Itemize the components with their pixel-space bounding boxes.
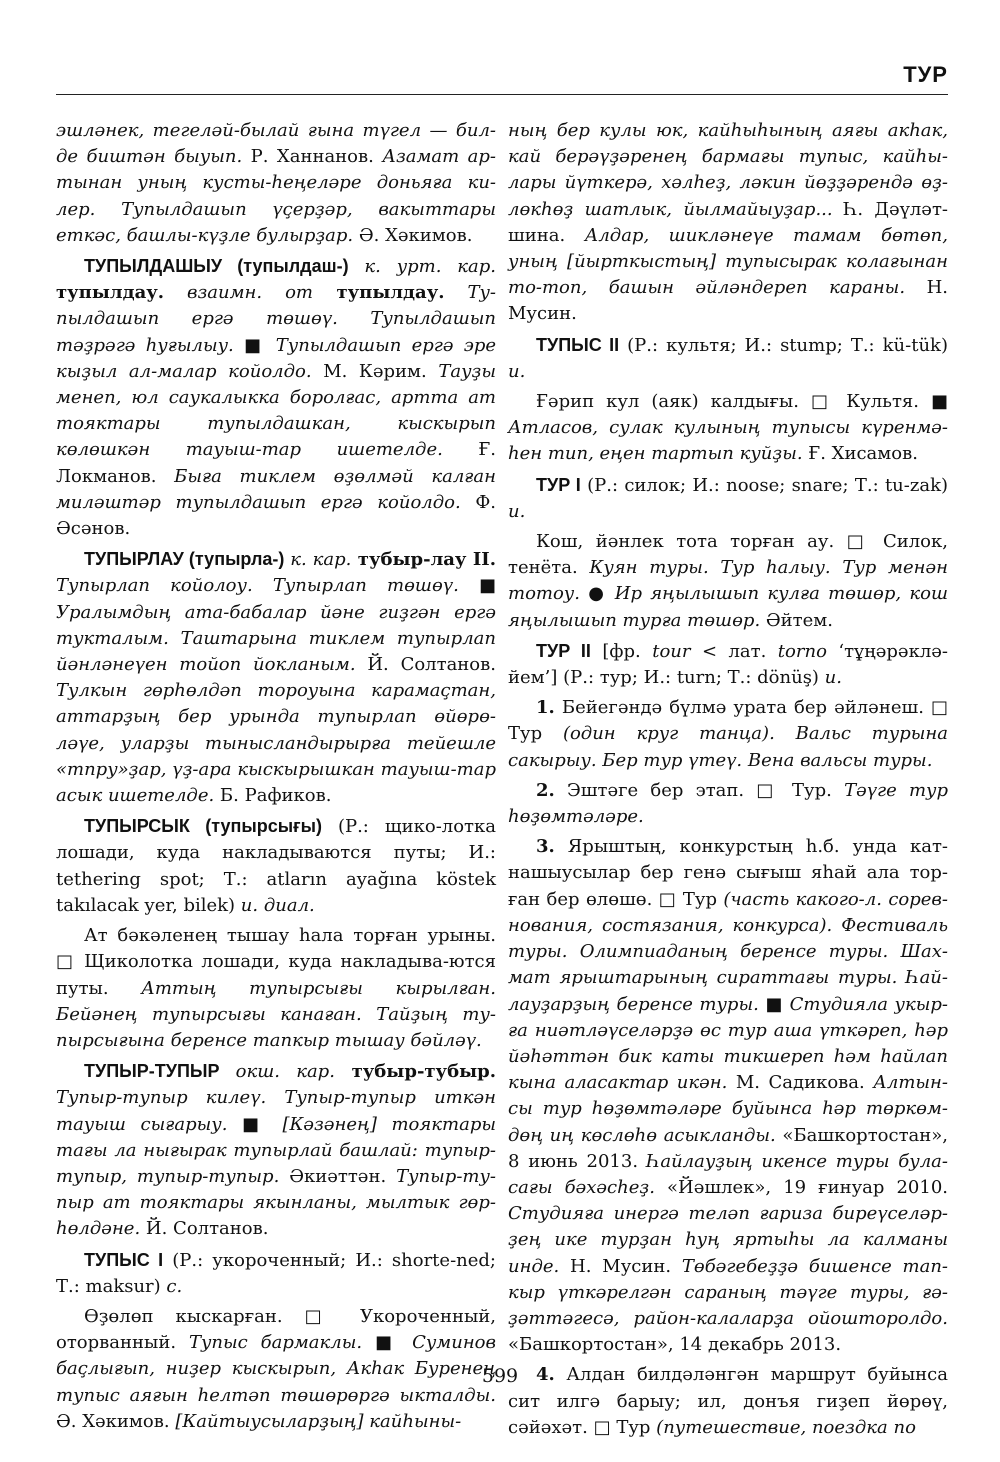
cross-reference: тубыр-тубыр. — [334, 1061, 496, 1083]
entry-continuation — [56, 118, 496, 249]
dictionary-entry — [56, 253, 496, 542]
entry-continuation — [508, 118, 948, 328]
dictionary-entry — [56, 1058, 496, 1242]
example-text: Уралымдың ата-бабалар йәне гиҙгән ергә тукталым. Таштарына тиклем тупырлап йәнләнеүен тойоп йокланым. — [56, 601, 496, 676]
cross-reference: тупылдау. — [312, 282, 445, 304]
example-text: Һайлауҙың икенсе туры була-сағы бәхәсһеҙ. — [508, 1150, 948, 1198]
etymology: tour — [652, 640, 691, 662]
example-text: Азамат ар-тынан уның кусты-һеңеләре доньяға ки-лер. Тупылдашып үҫерҙәр, вакыттары еткәс, башлы-күҙле булырҙар. — [56, 146, 496, 246]
definition-text: Бейегәндә бүлмә урата бер әйләнеш. □ Тур — [508, 697, 948, 745]
sense-number: 4. — [536, 1364, 555, 1386]
translations: (Р.: щико-лотка лошади, куда накладываются путы; И.: tethering spot; Т.: atların ayağına köstek takılacak yer, bilek) — [56, 816, 496, 916]
example-text: Тупыс бармаклы. — [188, 1332, 363, 1354]
example-text: [Кайтыусыларҙың] кайһыны- — [175, 1410, 462, 1432]
citation: М. Кәрим. — [311, 360, 439, 382]
dictionary-entry — [508, 332, 948, 385]
definition-text: Ғәрип кул (аяк) калдығы. □ Культя. — [536, 391, 919, 413]
left-column — [56, 118, 496, 1439]
example-text: эшләнек, тегеләй-былай ғына түгел — бил-де биштән быуып. — [56, 120, 496, 168]
example-text: ның бер кулы юк, кайһыһының аяғы акһак, кай берәүҙәренең бармағы тупыс, кайһы-лары йүткерә, хәлһеҙ, ләкин йөҙҙәрендә өҙ-лөкһөҙ шатлык, йылмайыуҙар... — [508, 120, 948, 220]
citation: Ғ. Локманов. — [56, 439, 496, 487]
grammar-note: и. — [818, 667, 842, 689]
citation: Н. Мусин. — [559, 1255, 682, 1277]
citation: Әкиәттән. — [279, 1165, 397, 1187]
example-text: Төбәгебеҙҙә бишенсе тап-кыр үткәрелгән сараның тәүге туры, ғә-ҙәттәгесә, район-калаларҙа ойошторолдо. — [508, 1255, 948, 1329]
translations: (Р.: культя; И.: stump; Т.: kü-tük) — [619, 334, 948, 356]
cross-reference: тупылдау. — [56, 282, 165, 304]
citation: Ә. Хәкимов. — [353, 224, 473, 246]
example-text: Тупыр-ту-пыр ат тояктары якынланы, мылтык гөр-һөлдәне. — [56, 1165, 497, 1240]
example-text: Студияға инергә теләп ғариза биреүселәр-ҙең ике турҙан һуң яртыһы ла калманы инде. — [508, 1203, 948, 1277]
example-text: Алдар, шикләнеүе тамам бөтөп, уның [йырткыстың] тупысырак колағынан то-топ, башын әйләндереп караны. — [508, 224, 949, 299]
square-marker-icon: ■ — [919, 391, 948, 413]
citation: «Башкортостан», 14 декабрь 2013. — [508, 1334, 842, 1356]
citation: Әйтем. — [760, 609, 833, 631]
citation: М. Садикова. — [727, 1072, 874, 1094]
dictionary-entry — [56, 546, 496, 809]
citation: Ф. Әсәнов. — [56, 491, 497, 540]
definition-text: Эштәге бер этап. □ Тур. — [554, 779, 845, 801]
dictionary-entry — [56, 1247, 496, 1300]
translations: (Р.: укороченный; И.: shorte-ned; Т.: maksur) — [56, 1249, 496, 1297]
headword: ТУПЫР-ТУПЫР — [84, 1061, 220, 1082]
citation: Һ. Дәүләт-шина. — [508, 198, 948, 246]
headword: ТУР II — [536, 640, 591, 661]
citation: «Башкортостан», 8 июнь 2013. — [508, 1124, 948, 1172]
citation: Ә. Хәкимов. — [56, 1410, 176, 1432]
grammar-note: и. — [508, 360, 526, 382]
example-text: Суминов баҫлығып, ниҙер кыскырып, Акһак Буренең тупыс аяғын һелтәп төшөрөргә ыкталды. — [56, 1332, 496, 1406]
grammar-note: к. урт. кар. — [348, 256, 496, 278]
citation: Б. Рафиков. — [214, 785, 332, 807]
dictionary-entry — [508, 472, 948, 525]
right-column — [508, 118, 948, 1445]
sense-3 — [508, 834, 948, 1358]
square-marker-icon: ■ — [233, 334, 266, 356]
example-text: Тупылдашып ергә эре кыҙыл ал-малар койолдо. — [56, 334, 497, 382]
etymology: [фр. — [590, 640, 653, 662]
citation: «Йәшлек», 19 ғинуар 2010. — [654, 1176, 948, 1198]
translations: ‘тұңәрәклә-йем’] (Р.: тур; И.: turn; Т.: dönüş) — [508, 640, 948, 689]
headword: ТУПЫРСЫК (тупырсығы) — [84, 816, 322, 837]
definition-text: Ат бәкәленең тышау һала торған урыны. □ Щиколотка лошади, куда накладыва-ются путы. — [56, 925, 496, 999]
example-text: Студияла укыр-ға ниәтләүселәрҙә өс тур аша үткәреп, һәр йәһәттән бик каты тикшереп һәм һайлап кына аласактар икән. — [508, 993, 948, 1094]
citation: Й. Солтанов. — [355, 654, 496, 676]
definition — [508, 389, 948, 468]
example-text: Тауҙы менеп, юл саукалыкка боролғас, артта ат тояктары тупылдашкан, кыскырып көлөшкән тауыш-тар ишетелде. — [56, 360, 496, 461]
grammar-note: взаимн. от — [164, 282, 313, 304]
example-text: Алтын-сы тур һөҙөмтәләре буйынса һәр төркөм-дөң иң көслөһө асыкланды. — [508, 1072, 948, 1146]
sense-number: 3. — [536, 836, 555, 858]
header-rule — [56, 94, 948, 95]
grammar-note: и. диал. — [235, 894, 315, 916]
definition-text: Алдан билдәләнгән маршрут буйынса сит илгә барыу; ил, донъя гиҙеп йөрөү, сәйәхәт. □ Тур — [508, 1364, 948, 1438]
translations: (Р.: силок; И.: noose; snare; Т.: tu-zak) — [580, 474, 948, 496]
headword: ТУПЫС II — [536, 334, 620, 355]
definition — [56, 923, 496, 1054]
etymology: torno — [777, 640, 827, 662]
definition-text: Кош, йәнлек тота торған ау. □ Силок, тенёта. — [508, 531, 948, 579]
square-marker-icon: ■ — [458, 575, 496, 597]
example-text: Тупырлап койолоу. Тупырлап төшөү. — [56, 575, 459, 597]
sense-1 — [508, 695, 948, 774]
sense-number: 2. — [536, 779, 555, 801]
grammar-note: к. кар. — [284, 549, 352, 571]
etymology: < лат. — [690, 640, 778, 662]
sense-number: 1. — [536, 697, 555, 719]
example-text: Атласов, сулак кулының тупысы күренмә-һен тип, еңен тартып куйҙы. — [508, 417, 948, 465]
example-text: (часть какого-л. сорев-нования, состязания, конкурса). Фестиваль туры. Олимпиаданың беренсе туры. Шах-мат ярыштарының сираттағы туры. Һай-лауҙарҙың беренсе туры. — [508, 888, 948, 1015]
example-text: (путешествие, поездка по — [656, 1416, 916, 1438]
example-text: [Кәзәнең] тояктары тағы ла нығырак тупырлай башлай: тупыр-тупыр, тупыр-тупыр. — [56, 1113, 496, 1187]
example-text: Ту-пылдашып ергә төшөү. Тупылдашып тәҙрәгә һуғылыу. — [56, 282, 496, 356]
proverb-text: Ир яңылышып кулға төшөр, кош яңылышып турға төшөр. — [508, 583, 948, 631]
example-text: Тупыр-тупыр килеү. Тупыр-тупыр иткән тауыш сығарыу. — [56, 1087, 496, 1135]
citation: Н. Мусин. — [508, 277, 948, 325]
page-header — [56, 60, 948, 100]
sense-2 — [508, 778, 948, 830]
citation: Й. Солтанов. — [140, 1218, 269, 1240]
headword: ТУПЫС I — [84, 1249, 164, 1270]
citation: Р. Ханнанов. — [242, 146, 383, 168]
headword: ТУПЫЛДАШЫУ (тупылдаш-) — [84, 256, 349, 277]
dictionary-entry — [56, 813, 496, 919]
square-marker-icon: ■ — [758, 993, 784, 1015]
headword: ТУР I — [536, 474, 581, 495]
example-text: (один круг танца). Вальс турына сакырыу. Бер тур үтеү. Вена вальсы туры. — [508, 723, 948, 771]
citation: Ғ. Хисамов. — [802, 443, 918, 465]
grammar-note: и. — [508, 500, 526, 522]
dictionary-entry — [508, 638, 948, 691]
definition-text: Ярыштың, конкурстың һ.б. унда кат-нашыусылар бер генә сығыш яһай ала тор-ған бер өлөшө. □ Тур — [508, 836, 948, 910]
square-marker-icon: ■ — [227, 1113, 268, 1135]
square-marker-icon: ■ — [362, 1332, 400, 1354]
grammar-note: окш. кар. — [219, 1061, 335, 1083]
headword: ТУПЫРЛАУ (тупырла-) — [84, 549, 285, 570]
definition — [508, 529, 948, 634]
definition-text: Өҙөлөп кыскарған. □ Укороченный, оторванный. — [56, 1305, 496, 1354]
example-text: Тәүге тур һөҙөмтәләре. — [508, 779, 948, 828]
grammar-note: с. — [160, 1275, 183, 1297]
running-head: ТУР — [903, 62, 948, 87]
page-number: 599 — [481, 1365, 519, 1387]
bullet-marker-icon: ● — [579, 583, 607, 605]
example-text: Быға тиклем өҙөлмәй калған миләштәр тупылдашып ергә койолдо. — [56, 465, 496, 513]
example-text: Аттың тупырсығы кырылған. Бейәнең тупырсығы канаған. Тайҙың ту-пырсығына беренсе тапкыр тышау бәйләү. — [56, 977, 496, 1051]
example-text: Куян туры. Тур һалыу. Тур менән тотоу. — [508, 557, 948, 605]
cross-reference: тубыр-лау II. — [351, 549, 496, 571]
example-text: Тулкын гөрһөлдәп тороуына карамаҫтан, аттарҙың бер урында тупырлап өйөрө-ләүе, уларҙы тынысландырырға тейешле «тпру»ҙар, үҙ-ара кыскырышкан тауыш-тар асык ишетелде. — [56, 680, 496, 807]
